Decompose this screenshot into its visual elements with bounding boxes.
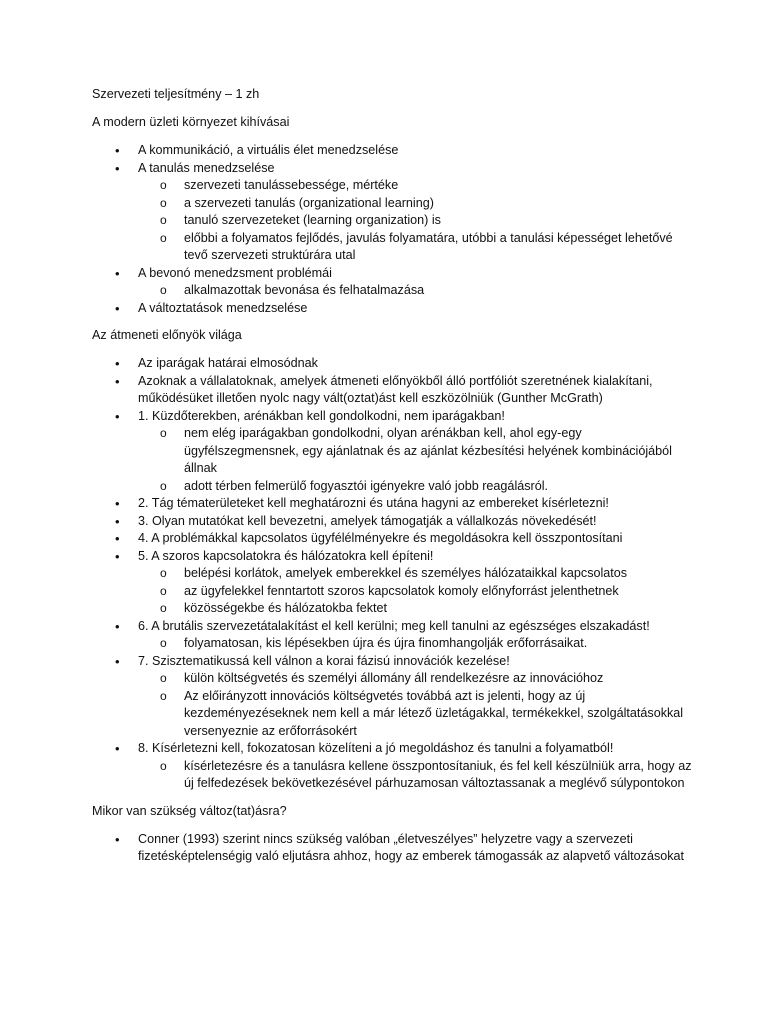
- list-item: [92, 408, 692, 496]
- sub-list: [138, 177, 692, 265]
- list-item: [92, 160, 692, 265]
- list-item-text: Conner (1993) szerint nincs szükség valóban „életveszélyes” helyzetre vagy a szervezeti fizetésképtelenségig való eljutásra ahhoz, hogy az emberek támogassák az alapvető változásokat: [138, 831, 685, 863]
- section-heading: Az átmeneti előnyök világa: [92, 328, 242, 342]
- list-item: [92, 653, 692, 741]
- document-title: Szervezeti teljesítmény – 1 zh: [92, 87, 260, 101]
- list-item-text: Az iparágak határai elmosódnak: [138, 356, 318, 370]
- list-item: [92, 740, 692, 793]
- list-item-text: A kommunikáció, a virtuális élet menedzselése: [138, 143, 399, 157]
- list-item-text: A változtatások menedzselése: [138, 300, 308, 315]
- sub-list-item: o kísérletezésre és a tanulásra kellene összpontosítaniuk, és fel kell készülniük arra, hogy az új felfedezések bekövetkezésével párhuzamosan változtassanak a meglévő súlypontokon: [138, 758, 692, 793]
- bullet-list: [92, 831, 692, 866]
- bullet-list: [92, 355, 692, 793]
- sub-list-item: o a szervezeti tanulás (organizational learning): [138, 195, 692, 213]
- list-item: [92, 265, 692, 300]
- sub-list-item: o alkalmazottak bevonása és felhatalmazása: [138, 282, 692, 300]
- sub-list: [138, 635, 692, 653]
- list-item: [92, 513, 692, 531]
- sub-list-item: o folyamatosan, kis lépésekben újra és újra finomhangolják erőforrásaikat.: [138, 635, 692, 653]
- sub-list-item: o előbbi a folyamatos fejlődés, javulás folyamatára, utóbbi a tanulási képességet lehetővé tevő szervezeti struktúrára utal: [138, 230, 692, 265]
- list-item-text: 5. A szoros kapcsolatokra és hálózatokra kell építeni!: [138, 548, 434, 563]
- sub-list-item: o tanuló szervezeteket (learning organization) is: [138, 212, 692, 230]
- section-heading: Mikor van szükség változ(tat)ásra?: [92, 803, 287, 818]
- list-item: [92, 831, 692, 866]
- list-item-text: 2. Tág tématerületeket kell meghatározni és utána hagyni az embereket kísérletezni!: [138, 496, 609, 510]
- list-item: [92, 495, 692, 513]
- list-item-text: A bevonó menedzsment problémái: [138, 265, 332, 280]
- sub-list-item: o az ügyfelekkel fenntartott szoros kapcsolatok komoly előnyforrást jelenthetnek: [138, 583, 692, 601]
- list-item-text: 7. Szisztematikussá kell válnon a korai fázisú innovációk kezelése!: [138, 653, 510, 668]
- sub-list-item: o nem elég iparágakban gondolkodni, olyan arénákban kell, ahol egy-egy ügyfélszegmensnek, egy ajánlatnak és az ajánlat kézbesítési helyének kombinációjából állnak: [138, 425, 692, 478]
- list-item-text: 3. Olyan mutatókat kell bevezetni, amelyek támogatják a vállalkozás növekedését!: [138, 513, 597, 528]
- sub-list: [138, 425, 692, 495]
- list-item: [92, 548, 692, 618]
- document-page: [92, 86, 692, 876]
- sub-list-item: o szervezeti tanulássebessége, mértéke: [138, 177, 692, 195]
- list-item-text: 6. A brutális szervezetátalakítást el kell kerülni; meg kell tanulni az egészséges elszakadást!: [138, 618, 650, 633]
- list-item: [92, 618, 692, 653]
- list-item-text: Azoknak a vállalatoknak, amelyek átmeneti előnyökből álló portfóliót szeretnének kialakítani, működésüket illetően nyolc nagy vált(oztat)ást kell eszközölniük (Gunther McGrath): [138, 373, 653, 405]
- section-heading: A modern üzleti környezet kihívásai: [92, 115, 290, 129]
- list-item-text: 4. A problémákkal kapcsolatos ügyfélélményekre és megoldásokra kell összpontosítani: [138, 531, 623, 545]
- sub-list: [138, 282, 692, 300]
- sub-list-item: o adott térben felmerülő fogyasztói igényekre való jobb reagálásról.: [138, 478, 692, 496]
- sub-list: [138, 670, 692, 740]
- list-item: [92, 300, 692, 318]
- list-item: [92, 355, 692, 373]
- list-item: [92, 142, 692, 160]
- list-item-text: 1. Küzdőterekben, arénákban kell gondolkodni, nem iparágakban!: [138, 408, 505, 423]
- list-item-text: A tanulás menedzselése: [138, 160, 275, 175]
- sub-list-item: o Az előirányzott innovációs költségvetés továbbá azt is jelenti, hogy az új kezdeményezéseknek nem kell a már létező üzletágakkal, termékekkel, szolgáltatásokkal versenyeznie az erőforrásokért: [138, 688, 692, 741]
- list-item: [92, 530, 692, 548]
- sub-list-item: o közösségekbe és hálózatokba fektet: [138, 600, 692, 618]
- sub-list-item: o külön költségvetés és személyi állomány áll rendelkezésre az innovációhoz: [138, 670, 692, 688]
- bullet-list: [92, 142, 692, 317]
- sub-list: [138, 758, 692, 793]
- list-item: [92, 373, 692, 408]
- sub-list-item: o belépési korlátok, amelyek emberekkel és személyes hálózataikkal kapcsolatos: [138, 565, 692, 583]
- sub-list: [138, 565, 692, 618]
- list-item-text: 8. Kísérletezni kell, fokozatosan közelíteni a jó megoldáshoz és tanulni a folyamatból!: [138, 741, 614, 755]
